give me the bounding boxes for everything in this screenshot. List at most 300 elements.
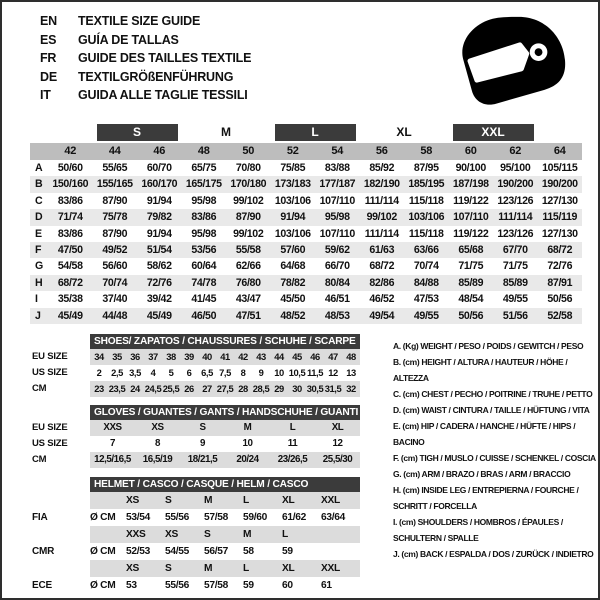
value-cell: 52/53 [126,546,150,557]
size-group-cell [182,123,271,143]
size-group-cell [360,123,449,143]
value-cell: 7 [110,438,115,449]
value-cell: 6 [186,367,192,378]
guide-title: GUÍA DE TALLAS [78,32,179,47]
measurement-cell: 48/54 [458,293,484,306]
measurement-cell: 55/65 [102,162,128,174]
corner-cell [30,143,48,160]
row-values [90,492,360,509]
value-cell: 30,5 [306,383,324,394]
value-cell: 13 [346,367,356,378]
measurement-cell: 52/58 [547,309,573,322]
value-cell: 20/24 [236,454,259,465]
standard-label: CMR [32,546,55,557]
measurement-row-key: D [35,211,43,224]
helmet-value-row [30,509,360,526]
measurement-cell: 54/58 [57,260,83,273]
value-cell: L [289,422,296,433]
value-cell: 61/62 [282,512,306,523]
measurement-cell: 82/86 [369,276,395,289]
size-cell: M [204,563,213,574]
value-cell: 31,5 [324,383,342,394]
helmet-size-row [30,560,360,577]
value-cell: 36 [130,351,140,362]
unit-cell [90,526,126,543]
measurement-cell: 123/126 [497,194,534,207]
value-cell: 55/56 [165,580,189,591]
language-code: IT [40,88,51,103]
size-number-cell: 42 [64,145,77,157]
value-cell: 12 [332,438,343,449]
value-cell: 12,5/16,5 [94,454,131,465]
value-cell [321,543,360,560]
value-cell: 42 [238,351,248,362]
measurement-cell: 95/98 [191,194,217,207]
size-number-cell: 58 [420,145,433,157]
size-cell: XXL [321,563,340,574]
measurement-cell: 150/160 [52,178,89,191]
row-values [90,365,360,381]
value-cell: 46 [310,351,320,362]
measurement-cell: 50/56 [458,309,484,322]
value-cell: 57/58 [204,512,228,523]
value-cell: 18/21,5 [187,454,218,465]
value-cell: XXS [103,422,122,433]
measurement-cell: 123/126 [497,227,534,240]
size-cell: L [243,495,249,506]
size-cell: S [165,495,172,506]
value-cell: 16,5/19 [142,454,173,465]
value-cell: 39 [184,351,194,362]
value-cell: 8 [155,438,160,449]
measurement-cell: 160/170 [141,178,178,191]
value-cell: XL [331,422,344,433]
shoes-row [30,349,360,365]
measurement-cell: 107/110 [319,194,355,207]
value-cell: 24,5 [144,383,162,394]
row-values [90,577,360,594]
measurement-cell: 115/118 [408,194,444,207]
shoes-rows [30,349,360,397]
value-cell: 12 [328,367,338,378]
measurement-cell: 99/102 [366,211,397,224]
size-number-cell: 44 [108,145,121,157]
value-cell: 60 [282,580,293,591]
measurement-cell: 182/190 [363,178,400,191]
measurement-cell: 55/58 [235,243,261,256]
measurement-cell: 170/180 [230,178,267,191]
measurement-cell: 95/98 [191,227,217,240]
helmet-size-row [30,492,360,509]
legend-entry: E. (cm) HIP / CADERA / HANCHE / HÜFTE / HIPS / BACINO [393,421,576,447]
size-cell: XS [126,563,139,574]
measurement-cell: 50/56 [547,293,573,306]
measurement-cell: 115/118 [408,227,444,240]
measurement-cell: 53/56 [191,243,217,256]
row-label [30,492,90,509]
measurement-cell: 119/122 [453,194,489,207]
measurement-cell: 185/195 [408,178,445,191]
measurement-cell: 85/89 [502,276,528,289]
value-cell: 3,5 [129,367,141,378]
guide-title: GUIDE DES TAILLES TEXTILE [78,51,252,66]
shoes-row [30,365,360,381]
measurement-cell: 71/75 [502,260,528,273]
measurement-cell: 49/54 [369,309,395,322]
size-cell: S [204,529,211,540]
language-title-row [40,68,251,87]
measurement-cell: 173/183 [274,178,311,191]
measurement-row-key: J [35,309,41,322]
measurement-cell: 58/62 [146,260,172,273]
value-cell: 56/57 [204,546,228,557]
measurement-cell: 39/42 [146,293,172,306]
row-label: CM [32,383,47,394]
measurement-cell: 49/55 [502,293,528,306]
unit-cell: Ø CM [90,580,116,591]
row-values [90,509,360,526]
size-group-label: XXL [453,124,534,141]
size-number-cell: 62 [509,145,522,157]
measurement-cell: 91/94 [280,211,306,224]
value-cell: S [199,422,206,433]
measurement-cell: 85/89 [458,276,484,289]
measurement-cell: 85/92 [369,162,395,174]
helmet-value-row [30,543,360,560]
measurement-cell: 62/66 [235,260,261,273]
value-cell: XS [151,422,164,433]
value-cell: 45 [292,351,302,362]
size-group-row [30,123,582,143]
measurement-cell: 47/53 [413,293,439,306]
measurement-row-key: A [35,162,43,174]
value-cell: 43 [256,351,266,362]
measurement-cell: 51/56 [502,309,528,322]
measurement-cell: 64/68 [280,260,306,273]
measurement-legend [393,338,597,562]
measurement-cell: 80/84 [324,276,350,289]
value-cell: 35 [112,351,122,362]
measurement-cell: 107/110 [319,227,355,240]
measurement-cell: 48/52 [280,309,306,322]
measurement-cell: 59/62 [324,243,350,256]
measurement-cell: 48/53 [324,309,350,322]
value-cell: 55/56 [165,512,189,523]
shoes-row [30,381,360,397]
measurement-row-key: B [35,178,43,191]
measurement-cell: 70/74 [102,276,128,289]
value-cell: 7,5 [219,367,231,378]
unit-cell [90,492,126,509]
measurement-cell: 72/76 [146,276,172,289]
unit-cell: Ø CM [90,512,116,523]
measurement-row [30,176,582,192]
measurement-cell: 45/49 [146,309,172,322]
helmet-section-title: HELMET / CASCO / CASQUE / HELM / CASCO [90,477,360,492]
measurement-cell: 165/175 [185,178,222,191]
value-cell: 25,5 [162,383,180,394]
value-cell: 28 [238,383,248,394]
value-cell: 63/64 [321,512,345,523]
size-group-spacer [538,123,583,143]
measurement-row [30,291,582,307]
unit-cell: Ø CM [90,546,116,557]
value-cell: 10,5 [288,367,306,378]
measurement-row-key: F [35,243,42,256]
measurement-cell: 46/50 [191,309,217,322]
row-label [30,560,90,577]
legend-entry: I. (cm) SHOULDERS / HOMBROS / ÉPAULES / SCHULTERN / SPALLE [393,517,563,543]
value-cell: 38 [166,351,176,362]
language-title-row [40,12,251,31]
measurement-row [30,193,582,209]
measurement-cell: 45/49 [57,309,83,322]
size-group-cell [93,123,182,143]
measurement-cell: 87/90 [235,211,261,224]
value-cell: M [243,422,252,433]
value-cell: 2,5 [111,367,123,378]
size-number-cell: 64 [553,145,566,157]
measurement-cell: 84/88 [413,276,439,289]
size-number-row [30,143,582,160]
measurement-cell: 87/91 [547,276,573,289]
value-cell: 4 [150,367,156,378]
measurement-cell: 95/98 [324,211,350,224]
size-group-label: XL [396,125,412,139]
measurement-cell: 60/70 [146,162,172,174]
row-label: EU SIZE [32,422,68,433]
value-cell: 29 [274,383,284,394]
measurement-cell: 75/85 [280,162,306,174]
measurement-row [30,226,582,242]
size-cell: XS [165,529,178,540]
helmet-rows [30,492,360,594]
row-values [90,420,360,436]
value-cell: 23/26,5 [277,454,308,465]
measurement-cell: 103/106 [274,227,311,240]
value-cell: 23,5 [108,383,126,394]
measurement-cell: 67/70 [502,243,528,256]
language-code: EN [40,14,57,28]
row-label: CM [32,454,47,465]
legend-entry: A. (Kg) WEIGHT / PESO / POIDS / GEWITCH / PESO [393,341,584,351]
row-values [90,349,360,365]
measurement-cell: 57/60 [280,243,306,256]
value-cell: 9 [258,367,264,378]
measurement-cell: 45/50 [280,293,306,306]
measurement-cell: 103/106 [408,211,445,224]
measurement-cell: 46/52 [369,293,395,306]
measurement-row [30,275,582,291]
value-cell: 37 [148,351,158,362]
language-code: ES [40,32,57,47]
row-label: US SIZE [32,367,68,378]
measurement-cell: 127/130 [541,194,578,207]
size-cell: M [243,529,252,540]
measurement-cell: 75/78 [102,211,128,224]
row-label: US SIZE [32,438,68,449]
measurement-row-key: C [35,194,43,207]
value-cell: 6,5 [201,367,213,378]
measurement-row-key: E [35,227,43,240]
measurement-cell: 44/48 [102,309,128,322]
measurement-cell: 47/51 [235,309,261,322]
value-cell: 23 [94,383,104,394]
measurement-cell: 65/68 [458,243,484,256]
value-cell: 53 [126,580,137,591]
row-values [90,452,360,468]
size-group-label: L [275,124,356,141]
measurement-cell: 119/122 [453,227,489,240]
value-cell: 54/55 [165,546,189,557]
standard-label: FIA [32,512,48,523]
measurement-cell: 72/76 [547,260,573,273]
racing-helmet-icon-svg [449,12,584,108]
measurement-cell: 111/114 [498,211,533,224]
measurement-cell: 83/86 [191,211,217,224]
bottom-tables [30,334,360,594]
measurement-cell: 79/82 [146,211,172,224]
measurement-row [30,258,582,274]
legend-entry: H. (cm) INSIDE LEG / ENTREPIERNA / FOURCHE / SCHRITT / FORCELLA [393,485,579,511]
size-number-cell: 52 [286,145,299,157]
measurement-cell: 46/51 [324,293,350,306]
size-number-cell: 60 [464,145,477,157]
measurement-cell: 47/50 [57,243,83,256]
size-group-label: S [97,124,178,141]
measurement-cell: 70/74 [413,260,439,273]
measurement-cell: 49/52 [102,243,128,256]
measurement-cell: 43/47 [235,293,261,306]
measurement-cell: 111/114 [364,227,399,240]
value-cell: 58 [243,546,254,557]
measurement-cell: 87/95 [413,162,439,174]
value-cell: 44 [274,351,284,362]
measurement-cell: 127/130 [541,227,578,240]
value-cell: 34 [94,351,104,362]
value-cell: 2 [96,367,102,378]
size-number-cell: 46 [153,145,166,157]
measurement-cell: 50/60 [57,162,83,174]
measurement-cell: 155/165 [96,178,133,191]
language-title-list [40,12,251,105]
size-group-label: M [221,125,231,139]
value-cell: 27 [202,383,212,394]
value-cell: 11 [287,438,298,449]
measurement-cell: 177/187 [319,178,356,191]
legend-entry: B. (cm) HEIGHT / ALTURA / HAUTEUR / HÖHE / ALTEZZA [393,357,568,383]
value-cell: 30 [292,383,302,394]
value-cell: 61 [321,580,332,591]
value-cell: 28,5 [252,383,270,394]
language-title-row [40,86,251,105]
measurement-cell: 90/100 [455,162,486,174]
legend-entry: G. (cm) ARM / BRAZO / BRAS / ARM / BRACCIO [393,469,571,479]
size-cell: XS [126,495,139,506]
size-number-cell: 54 [331,145,344,157]
helmet-size-row [30,526,360,543]
measurement-cell: 70/80 [235,162,261,174]
measurement-cell: 65/75 [191,162,217,174]
value-cell: 10 [274,367,284,378]
measurement-cell: 99/102 [233,194,264,207]
gloves-rows [30,420,360,468]
language-code: FR [40,51,57,66]
value-cell: 11,5 [307,367,323,378]
language-code: DE [40,69,57,84]
measurement-row-key: I [35,293,38,306]
measurement-cell: 83/86 [57,194,83,207]
gloves-row [30,452,360,468]
measurement-row [30,308,582,324]
measurement-row-key: G [35,260,44,273]
measurement-cell: 103/106 [274,194,311,207]
helmet-size-section [30,477,360,594]
standard-label: ECE [32,580,52,591]
measurement-cell: 105/115 [542,162,578,174]
measurement-cell: 99/102 [233,227,264,240]
value-cell: 24 [130,383,140,394]
measurement-cell: 63/66 [413,243,439,256]
size-number-cell: 56 [375,145,388,157]
legend-entry: J. (cm) BACK / ESPALDA / DOS / ZURÜCK / INDIETRO [393,549,594,559]
value-cell: 59/60 [243,512,267,523]
legend-entry: D. (cm) WAIST / CINTURA / TAILLE / HÜFTUNG / VITA [393,405,590,415]
size-cell: L [243,563,249,574]
measurement-cell: 115/119 [542,211,578,224]
measurement-cell: 91/94 [146,194,172,207]
gloves-row [30,436,360,452]
row-values [90,436,360,452]
main-size-table [30,123,582,324]
row-values [90,526,360,543]
value-cell: 59 [282,546,293,557]
measurement-cell: 190/200 [541,178,578,191]
measurement-cell: 91/94 [146,227,172,240]
unit-cell [90,560,126,577]
row-label [30,526,90,543]
size-number-cell: 50 [242,145,255,157]
measurement-cell: 35/38 [57,293,83,306]
measurement-cell: 87/90 [102,194,128,207]
measurement-row [30,160,582,176]
value-cell: 47 [328,351,338,362]
size-cell: XXL [321,495,340,506]
value-cell: 27,5 [216,383,234,394]
measurement-cell: 190/200 [497,178,534,191]
measurement-cell: 71/74 [57,211,83,224]
value-cell: 8 [240,367,246,378]
size-group-cell [449,123,538,143]
value-cell: 9 [200,438,205,449]
measurement-cell: 111/114 [364,194,399,207]
language-title-row [40,49,251,68]
size-cell: L [282,529,288,540]
size-cell [321,526,360,543]
racing-helmet-icon [449,12,584,108]
measurement-cell: 51/54 [146,243,172,256]
legend-entry: F. (cm) TIGH / MUSLO / CUISSE / SCHENKEL / COSCIA [393,453,596,463]
measurement-cell: 68/72 [57,276,83,289]
helmet-value-row [30,577,360,594]
measurement-cell: 66/70 [324,260,350,273]
legend-entry: C. (cm) CHEST / PECHO / POITRINE / TRUHE / PETTO [393,389,593,399]
value-cell: 26 [184,383,194,394]
measurement-cell: 49/55 [413,309,439,322]
size-cell: M [204,495,213,506]
size-number-cell: 48 [197,145,210,157]
measurement-row [30,242,582,258]
